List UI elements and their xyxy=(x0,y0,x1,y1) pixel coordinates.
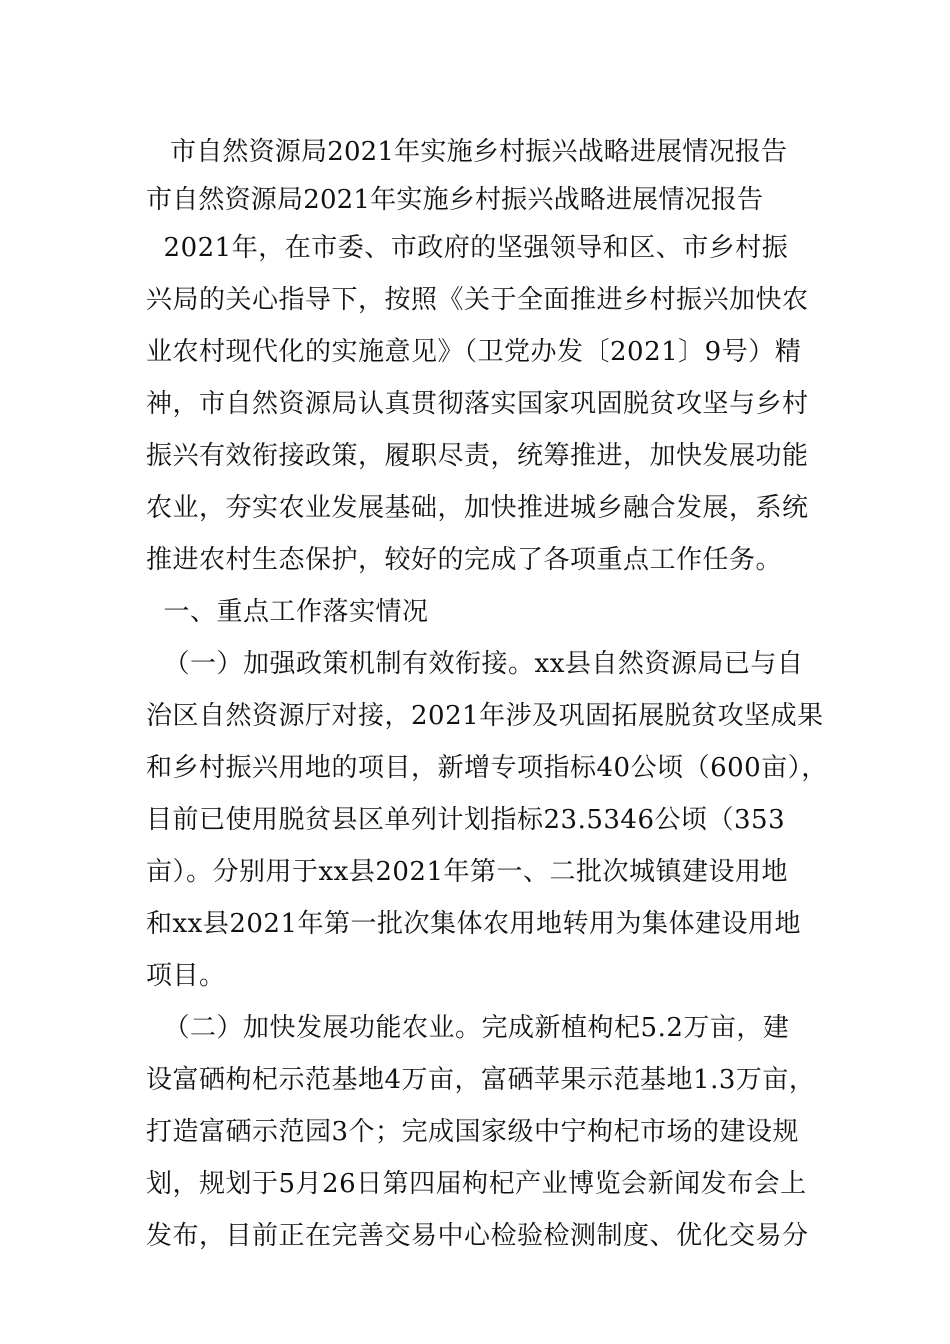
body-line: 目前已使用脱贫县区单列计划指标23.5346公顷（353 xyxy=(146,805,786,835)
body-line: 神，市自然资源局认真贯彻落实国家巩固脱贫攻坚与乡村 xyxy=(146,389,809,419)
body-line: 治区自然资源厅对接，2021年涉及巩固拓展脱贫攻坚成果 xyxy=(146,701,824,731)
body-line: （一）加强政策机制有效衔接。xx县自然资源局已与自 xyxy=(146,649,804,679)
body-line: 兴局的关心指导下，按照《关于全面推进乡村振兴加快农 xyxy=(146,285,809,315)
body-line: 和xx县2021年第一批次集体农用地转用为集体建设用地 xyxy=(146,909,801,939)
section-heading: 一、重点工作落实情况 xyxy=(146,597,429,627)
body-line: （二）加快发展功能农业。完成新植枸杞5.2万亩，建 xyxy=(146,1013,790,1043)
document-title-line-2: 市自然资源局2021年实施乡村振兴战略进展情况报告 xyxy=(146,185,764,215)
body-line: 推进农村生态保护，较好的完成了各项重点工作任务。 xyxy=(146,545,783,575)
body-line: 和乡村振兴用地的项目，新增专项指标40公顷（600亩）， xyxy=(146,753,828,783)
body-line: 业农村现代化的实施意见》（卫党办发〔2021〕9号）精 xyxy=(146,337,802,367)
document-title-line-1: 市自然资源局2021年实施乡村振兴战略进展情况报告 xyxy=(170,137,788,167)
body-line: 设富硒枸杞示范基地4万亩，富硒苹果示范基地1.3万亩， xyxy=(146,1065,816,1095)
body-line: 划，规划于5月26日第四届枸杞产业博览会新闻发布会上 xyxy=(146,1169,807,1199)
body-line: 振兴有效衔接政策，履职尽责，统筹推进，加快发展功能 xyxy=(146,441,809,471)
body-line: 亩）。分别用于xx县2021年第一、二批次城镇建设用地 xyxy=(146,857,788,887)
body-line: 打造富硒示范园3个；完成国家级中宁枸杞市场的建设规 xyxy=(146,1117,800,1147)
body-line: 2021年，在市委、市政府的坚强领导和区、市乡村振 xyxy=(146,233,789,263)
body-line: 农业，夯实农业发展基础，加快推进城乡融合发展，系统 xyxy=(146,493,809,523)
body-line: 发布，目前正在完善交易中心检验检测制度、优化交易分 xyxy=(146,1221,809,1251)
body-line: 项目。 xyxy=(146,961,226,991)
